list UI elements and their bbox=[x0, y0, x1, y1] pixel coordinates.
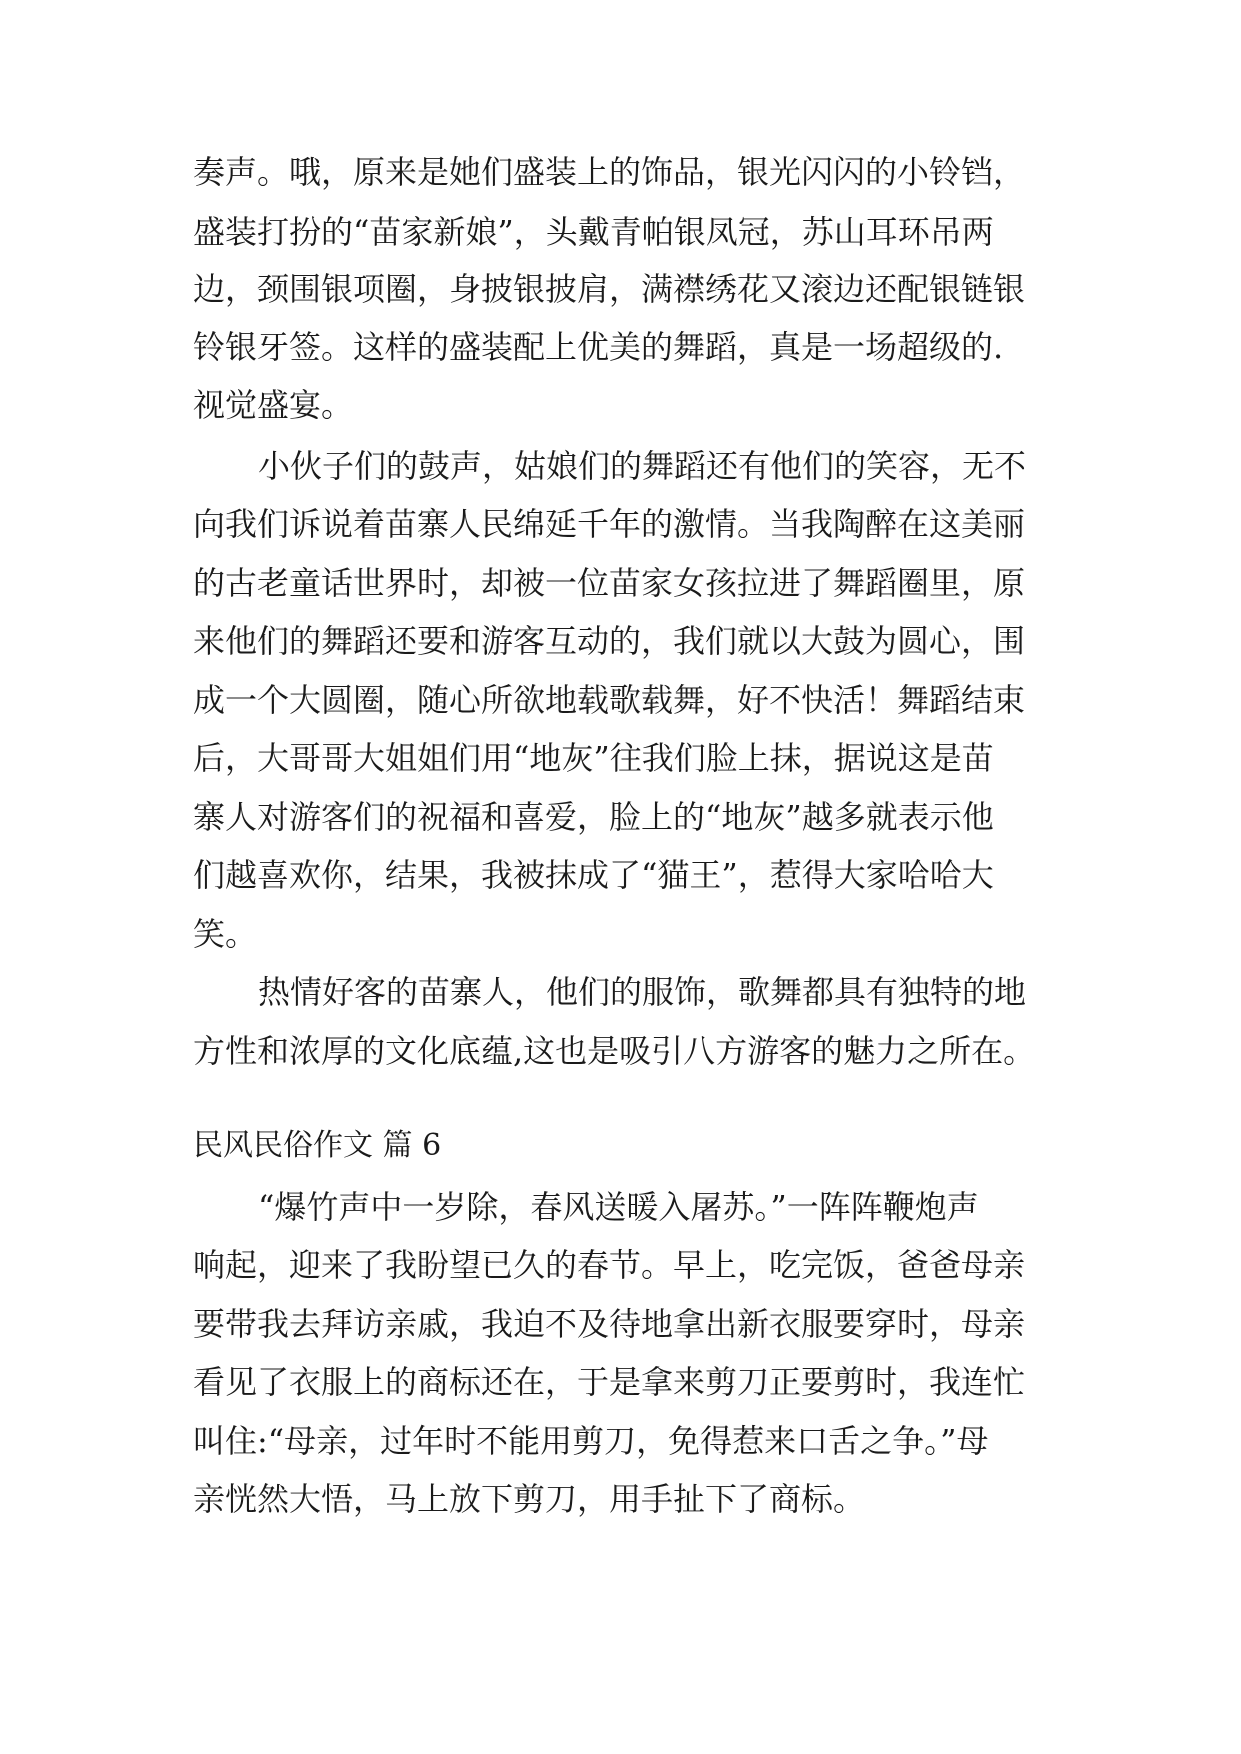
text-line: 要带我去拜访亲戚，我迫不及待地拿出新衣服要穿时，母亲 bbox=[193, 1305, 1026, 1343]
text-line: 盛装打扮的“苗家新娘”，头戴青帕银凤冠，苏山耳环吊两 bbox=[193, 213, 994, 251]
text-line: 笑。 bbox=[193, 915, 258, 953]
text-line: 响起，迎来了我盼望已久的春节。早上，吃完饭，爸爸母亲 bbox=[193, 1246, 1026, 1284]
text-line: 方性和浓厚的文化底蕴,这也是吸引八方游客的魅力之所在。 bbox=[193, 1032, 1036, 1070]
text-line: 寨人对游客们的祝福和喜爱，脸上的“地灰”越多就表示他 bbox=[193, 798, 994, 836]
text-line: 叫住:“母亲，过年时不能用剪刀，免得惹来口舌之争。”母 bbox=[193, 1422, 989, 1460]
section-heading: 民风民俗作文 篇 6 bbox=[193, 1128, 442, 1163]
text-line: 来他们的舞蹈还要和游客互动的，我们就以大鼓为圆心，围 bbox=[193, 622, 1026, 660]
text-line: 看见了衣服上的商标还在，于是拿来剪刀正要剪时，我连忙 bbox=[193, 1363, 1026, 1401]
text-line: 后，大哥哥大姐姐们用“地灰”往我们脸上抹，据说这是苗 bbox=[193, 739, 994, 777]
text-line: 的古老童话世界时，却被一位苗家女孩拉进了舞蹈圈里，原 bbox=[193, 564, 1026, 602]
text-line: 向我们诉说着苗寨人民绵延千年的激情。当我陶醉在这美丽 bbox=[193, 505, 1026, 543]
text-line: 热情好客的苗寨人，他们的服饰，歌舞都具有独特的地 bbox=[258, 973, 1027, 1011]
text-line: 亲恍然大悟，马上放下剪刀，用手扯下了商标。 bbox=[193, 1480, 866, 1518]
text-line: 们越喜欢你，结果，我被抹成了“猫王”，惹得大家哈哈大 bbox=[193, 856, 994, 894]
text-line: 边，颈围银项圈，身披银披肩，满襟绣花又滚边还配银链银 bbox=[193, 270, 1026, 308]
text-line: “爆竹声中一岁除，春风送暖入屠苏。”一阵阵鞭炮声 bbox=[258, 1188, 979, 1226]
text-line: 小伙子们的鼓声，姑娘们的舞蹈还有他们的笑容，无不 bbox=[258, 447, 1027, 485]
text-line: 铃银牙签。这样的盛装配上优美的舞蹈，真是一场超级的. bbox=[193, 328, 1004, 366]
text-line: 成一个大圆圈，随心所欲地载歌载舞，好不快活！舞蹈结束 bbox=[193, 681, 1026, 719]
text-line: 奏声。哦，原来是她们盛装上的饰品，银光闪闪的小铃铛， bbox=[193, 153, 1026, 191]
text-line: 视觉盛宴。 bbox=[193, 386, 354, 424]
